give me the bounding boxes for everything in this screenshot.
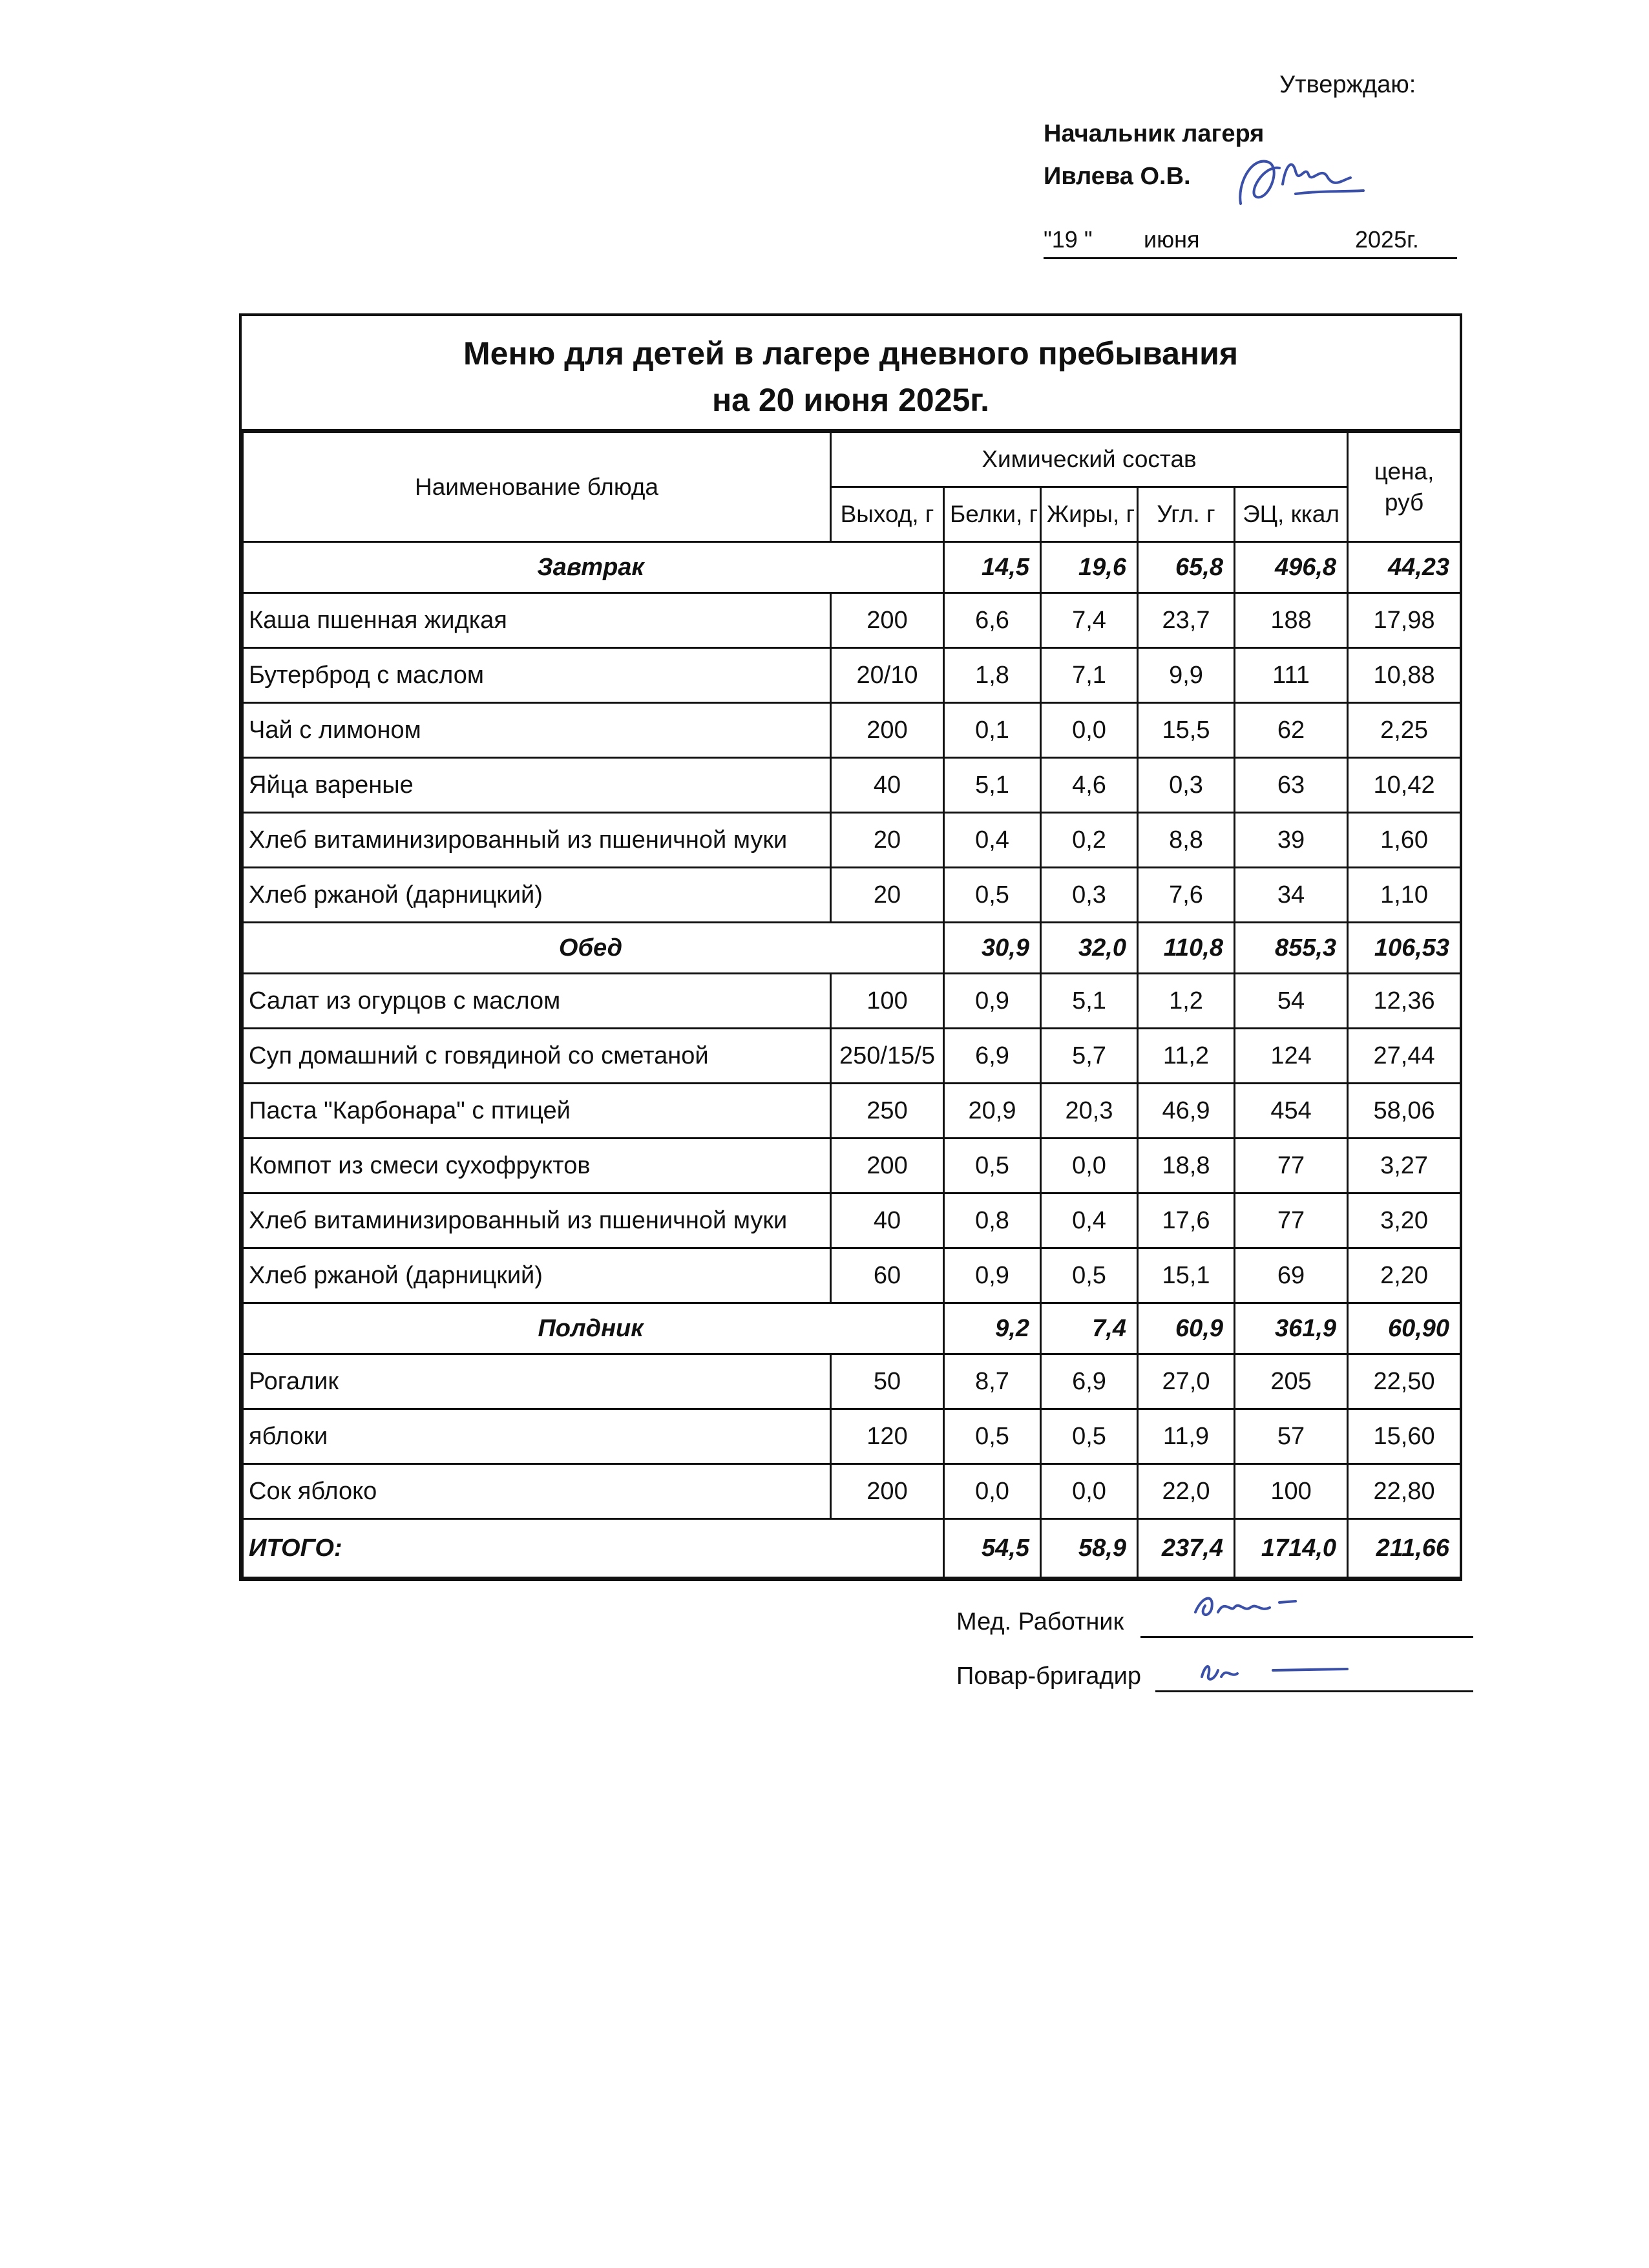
section-total-carbs: 110,8 [1138, 923, 1235, 974]
dish-name: Хлеб ржаной (дарницкий) [243, 868, 831, 923]
dish-name: Каша пшенная жидкая [243, 593, 831, 648]
dish-energy: 124 [1235, 1029, 1348, 1084]
dish-carbs: 22,0 [1138, 1464, 1235, 1519]
medic-signature-line [1140, 1636, 1473, 1638]
dish-price: 2,25 [1348, 703, 1461, 758]
dish-energy: 62 [1235, 703, 1348, 758]
section-row-snack [243, 1303, 1461, 1354]
header-protein: Белки, г [944, 487, 1041, 542]
dish-fat: 0,5 [1041, 1409, 1138, 1464]
menu-title-line2: на 20 июня 2025г. [711, 382, 990, 418]
total-fat: 58,9 [1041, 1519, 1138, 1578]
dish-yield: 200 [831, 1464, 944, 1519]
dish-yield: 40 [831, 758, 944, 813]
dish-fat: 0,2 [1041, 813, 1138, 868]
approval-date-month: июня [1144, 226, 1200, 253]
dish-protein: 0,0 [944, 1464, 1041, 1519]
dish-price: 58,06 [1348, 1084, 1461, 1139]
dish-energy: 111 [1235, 648, 1348, 703]
dish-protein: 0,5 [944, 1139, 1041, 1193]
dish-price: 12,36 [1348, 974, 1461, 1029]
dish-price: 17,98 [1348, 593, 1461, 648]
dish-protein: 8,7 [944, 1354, 1041, 1409]
dish-fat: 0,0 [1041, 1464, 1138, 1519]
dish-name: яблоки [243, 1409, 831, 1464]
dish-protein: 0,4 [944, 813, 1041, 868]
section-total-fat: 7,4 [1041, 1303, 1138, 1354]
table-row [243, 1084, 1461, 1139]
dish-price: 22,50 [1348, 1354, 1461, 1409]
header-fat: Жиры, г [1041, 487, 1138, 542]
approver-position: Начальник лагеря [1044, 120, 1265, 147]
menu-title [242, 316, 1460, 431]
table-row [243, 974, 1461, 1029]
dish-yield: 20 [831, 813, 944, 868]
dish-price: 22,80 [1348, 1464, 1461, 1519]
dish-yield: 100 [831, 974, 944, 1029]
section-label: Полдник [243, 1303, 944, 1354]
table-row [243, 813, 1461, 868]
dish-fat: 5,1 [1041, 974, 1138, 1029]
menu-table [242, 431, 1462, 1579]
dish-name: Паста "Карбонара" с птицей [243, 1084, 831, 1139]
dish-fat: 4,6 [1041, 758, 1138, 813]
dish-fat: 6,9 [1041, 1354, 1138, 1409]
dish-name: Суп домашний с говядиной со сметаной [243, 1029, 831, 1084]
dish-energy: 39 [1235, 813, 1348, 868]
dish-price: 15,60 [1348, 1409, 1461, 1464]
dish-protein: 0,1 [944, 703, 1041, 758]
dish-name: Хлеб витаминизированный из пшеничной муки [243, 1193, 831, 1248]
dish-carbs: 8,8 [1138, 813, 1235, 868]
dish-fat: 20,3 [1041, 1084, 1138, 1139]
dish-yield: 200 [831, 593, 944, 648]
dish-fat: 7,1 [1041, 648, 1138, 703]
section-total-energy: 361,9 [1235, 1303, 1348, 1354]
dish-energy: 57 [1235, 1409, 1348, 1464]
dish-energy: 69 [1235, 1248, 1348, 1303]
menu-table-container [239, 313, 1462, 1581]
section-total-price: 44,23 [1348, 542, 1461, 593]
total-energy: 1714,0 [1235, 1519, 1348, 1578]
dish-carbs: 15,1 [1138, 1248, 1235, 1303]
dish-fat: 0,4 [1041, 1193, 1138, 1248]
dish-price: 3,27 [1348, 1139, 1461, 1193]
dish-protein: 0,9 [944, 974, 1041, 1029]
dish-yield: 200 [831, 1139, 944, 1193]
approval-date-year: 2025г. [1355, 226, 1419, 253]
dish-name: Сок яблоко [243, 1464, 831, 1519]
section-total-price: 60,90 [1348, 1303, 1461, 1354]
dish-price: 1,60 [1348, 813, 1461, 868]
table-row [243, 593, 1461, 648]
dish-name: Бутерброд с маслом [243, 648, 831, 703]
total-protein: 54,5 [944, 1519, 1041, 1578]
table-row [243, 648, 1461, 703]
dish-energy: 188 [1235, 593, 1348, 648]
dish-protein: 0,8 [944, 1193, 1041, 1248]
dish-fat: 0,0 [1041, 1139, 1138, 1193]
approval-date-day: "19 " [1044, 226, 1093, 253]
section-total-fat: 32,0 [1041, 923, 1138, 974]
dish-yield: 20 [831, 868, 944, 923]
dish-protein: 6,6 [944, 593, 1041, 648]
dish-protein: 0,5 [944, 868, 1041, 923]
dish-energy: 205 [1235, 1354, 1348, 1409]
header-energy: ЭЦ, ккал [1235, 487, 1348, 542]
table-row [243, 868, 1461, 923]
dish-fat: 0,0 [1041, 703, 1138, 758]
header-carbs: Угл. г [1138, 487, 1235, 542]
dish-yield: 200 [831, 703, 944, 758]
medic-signature [1189, 1583, 1305, 1628]
dish-carbs: 23,7 [1138, 593, 1235, 648]
dish-carbs: 0,3 [1138, 758, 1235, 813]
section-total-protein: 30,9 [944, 923, 1041, 974]
total-label: ИТОГО: [243, 1519, 944, 1578]
dish-energy: 454 [1235, 1084, 1348, 1139]
medic-label: Мед. Работник [956, 1608, 1124, 1635]
approver-name: Ивлева О.В. [1044, 163, 1191, 190]
header-dish-name: Наименование блюда [243, 432, 831, 542]
dish-protein: 0,9 [944, 1248, 1041, 1303]
section-label: Обед [243, 923, 944, 974]
dish-carbs: 15,5 [1138, 703, 1235, 758]
dish-price: 10,88 [1348, 648, 1461, 703]
dish-carbs: 17,6 [1138, 1193, 1235, 1248]
dish-name: Рогалик [243, 1354, 831, 1409]
table-row [243, 1248, 1461, 1303]
cook-signature-line [1155, 1690, 1473, 1692]
total-row [243, 1519, 1461, 1578]
dish-price: 2,20 [1348, 1248, 1461, 1303]
section-row-lunch [243, 923, 1461, 974]
dish-carbs: 9,9 [1138, 648, 1235, 703]
dish-yield: 250/15/5 [831, 1029, 944, 1084]
dish-fat: 0,5 [1041, 1248, 1138, 1303]
table-row [243, 1464, 1461, 1519]
header-yield: Выход, г [831, 487, 944, 542]
dish-carbs: 46,9 [1138, 1084, 1235, 1139]
approval-date [1044, 220, 1457, 259]
dish-name: Хлеб витаминизированный из пшеничной муки [243, 813, 831, 868]
dish-name: Компот из смеси сухофруктов [243, 1139, 831, 1193]
dish-protein: 20,9 [944, 1084, 1041, 1139]
director-signature [1231, 145, 1367, 216]
header-chem-composition: Химический состав [831, 432, 1348, 487]
dish-price: 1,10 [1348, 868, 1461, 923]
table-row [243, 703, 1461, 758]
dish-fat: 7,4 [1041, 593, 1138, 648]
section-total-protein: 14,5 [944, 542, 1041, 593]
table-row [243, 758, 1461, 813]
total-price: 211,66 [1348, 1519, 1461, 1578]
dish-carbs: 7,6 [1138, 868, 1235, 923]
section-total-protein: 9,2 [944, 1303, 1041, 1354]
section-label: Завтрак [243, 542, 944, 593]
section-total-energy: 855,3 [1235, 923, 1348, 974]
section-total-carbs: 65,8 [1138, 542, 1235, 593]
dish-yield: 40 [831, 1193, 944, 1248]
dish-carbs: 18,8 [1138, 1139, 1235, 1193]
dish-yield: 50 [831, 1354, 944, 1409]
section-total-price: 106,53 [1348, 923, 1461, 974]
dish-name: Хлеб ржаной (дарницкий) [243, 1248, 831, 1303]
table-row [243, 1409, 1461, 1464]
approval-title: Утверждаю: [1279, 71, 1416, 98]
dish-protein: 5,1 [944, 758, 1041, 813]
cook-signature [1189, 1651, 1357, 1690]
dish-energy: 100 [1235, 1464, 1348, 1519]
section-total-carbs: 60,9 [1138, 1303, 1235, 1354]
dish-price: 10,42 [1348, 758, 1461, 813]
dish-fat: 5,7 [1041, 1029, 1138, 1084]
dish-yield: 120 [831, 1409, 944, 1464]
dish-fat: 0,3 [1041, 868, 1138, 923]
dish-yield: 250 [831, 1084, 944, 1139]
dish-protein: 6,9 [944, 1029, 1041, 1084]
dish-yield: 20/10 [831, 648, 944, 703]
dish-price: 3,20 [1348, 1193, 1461, 1248]
dish-energy: 34 [1235, 868, 1348, 923]
dish-name: Чай с лимоном [243, 703, 831, 758]
table-row [243, 1193, 1461, 1248]
total-carbs: 237,4 [1138, 1519, 1235, 1578]
dish-carbs: 11,9 [1138, 1409, 1235, 1464]
dish-protein: 0,5 [944, 1409, 1041, 1464]
table-row [243, 1354, 1461, 1409]
dish-name: Яйца вареные [243, 758, 831, 813]
dish-carbs: 27,0 [1138, 1354, 1235, 1409]
dish-carbs: 11,2 [1138, 1029, 1235, 1084]
header-price: цена, руб [1348, 432, 1461, 542]
dish-name: Салат из огурцов с маслом [243, 974, 831, 1029]
dish-yield: 60 [831, 1248, 944, 1303]
dish-energy: 63 [1235, 758, 1348, 813]
menu-title-line1: Меню для детей в лагере дневного пребывания [463, 335, 1238, 372]
dish-price: 27,44 [1348, 1029, 1461, 1084]
section-row-breakfast [243, 542, 1461, 593]
dish-energy: 77 [1235, 1193, 1348, 1248]
dish-energy: 77 [1235, 1139, 1348, 1193]
table-row [243, 1029, 1461, 1084]
dish-protein: 1,8 [944, 648, 1041, 703]
dish-energy: 54 [1235, 974, 1348, 1029]
section-total-fat: 19,6 [1041, 542, 1138, 593]
section-total-energy: 496,8 [1235, 542, 1348, 593]
dish-carbs: 1,2 [1138, 974, 1235, 1029]
cook-label: Повар-бригадир [956, 1663, 1141, 1690]
table-row [243, 1139, 1461, 1193]
